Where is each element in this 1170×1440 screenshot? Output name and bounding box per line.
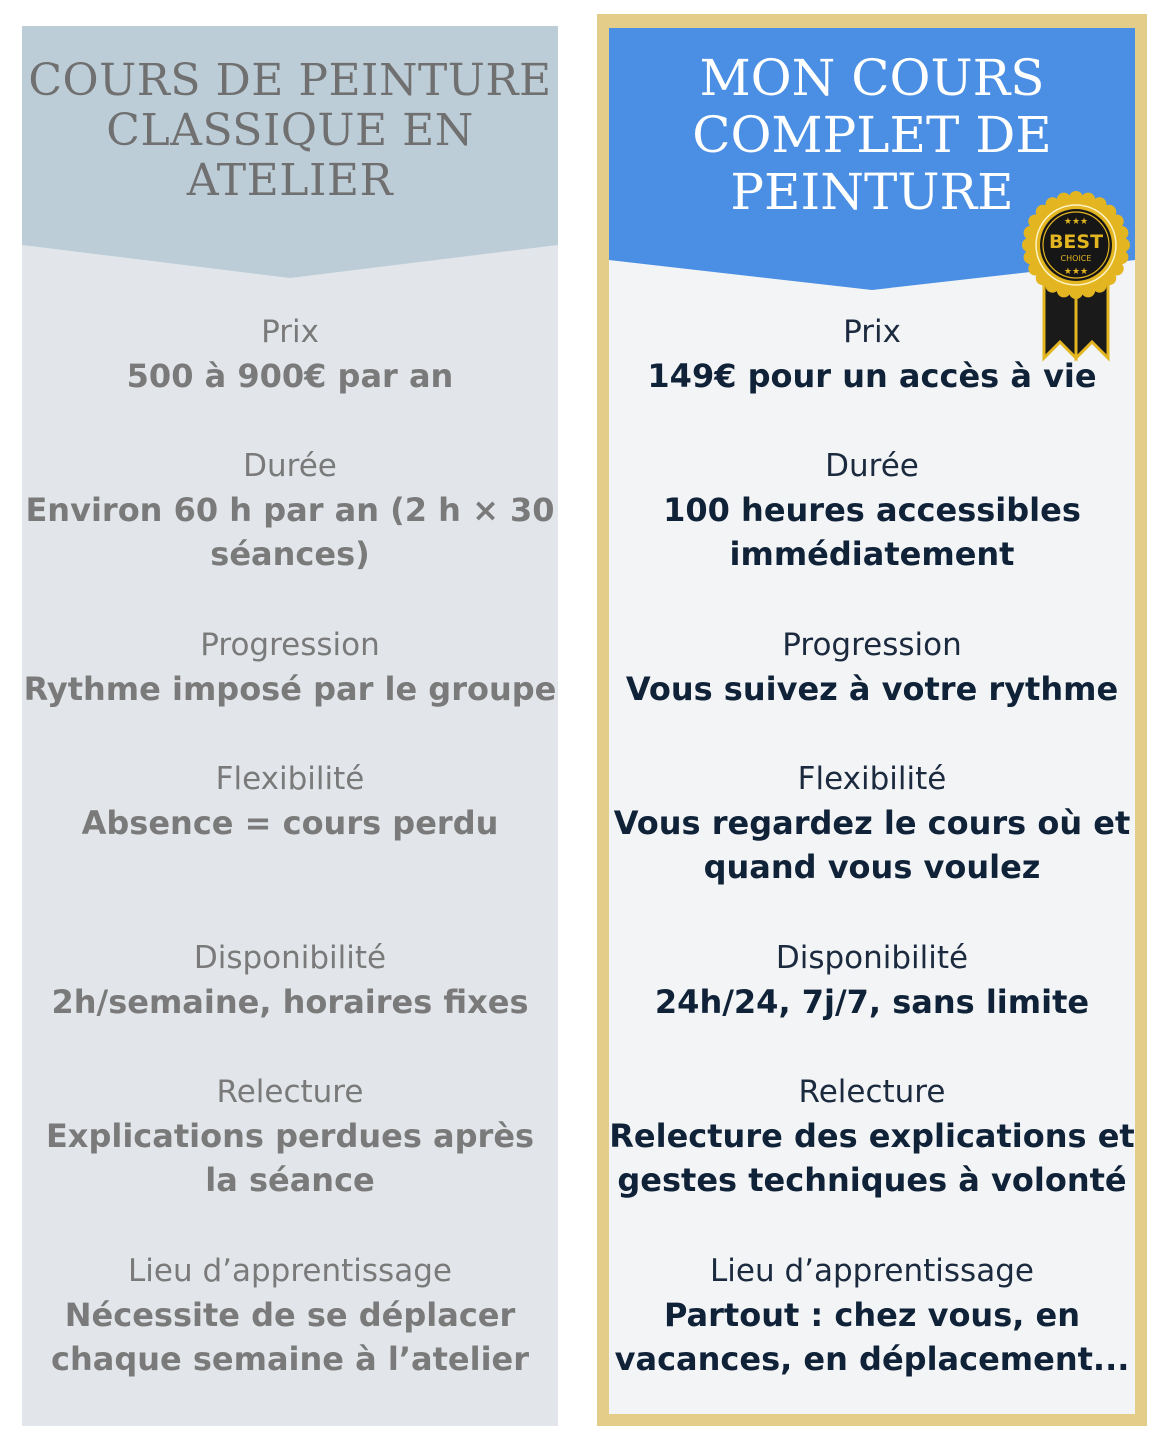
- row-value: Rythme imposé par le groupe: [23, 670, 557, 708]
- row-label: Relecture: [798, 1074, 946, 1110]
- row-label: Durée: [243, 448, 337, 484]
- row-label: Lieu d’apprentissage: [128, 1253, 452, 1289]
- row-label: Flexibilité: [797, 761, 947, 797]
- row-value: 500 à 900€ par an: [126, 357, 454, 395]
- badge-bottom-stars: ★★★: [1063, 267, 1089, 277]
- row-label: Lieu d’apprentissage: [710, 1253, 1034, 1289]
- online-row-progression: [609, 623, 1135, 711]
- row-value: Nécessite de se déplacer chaque semaine à l’atelier: [50, 1296, 530, 1378]
- classic-row-availability: [22, 936, 558, 1024]
- online-course-title: MON COURS COMPLET DE PEINTURE: [692, 49, 1052, 221]
- row-label: Progression: [782, 627, 962, 663]
- badge-top-stars: ★★★: [1063, 217, 1089, 227]
- row-label: Disponibilité: [775, 940, 969, 976]
- row-value: 149€ pour un accès à vie: [647, 357, 1097, 395]
- best-choice-badge-icon: [1014, 190, 1138, 366]
- row-label: Flexibilité: [215, 761, 365, 797]
- row-value: Explications perdues après la séance: [45, 1117, 535, 1199]
- row-value: 2h/semaine, horaires fixes: [51, 983, 529, 1021]
- row-value: Vous suivez à votre rythme: [625, 670, 1119, 708]
- classic-course-header: [22, 26, 558, 278]
- row-label: Progression: [200, 627, 380, 663]
- classic-row-review: [22, 1070, 558, 1202]
- classic-row-location: [22, 1249, 558, 1381]
- row-label: Prix: [843, 314, 901, 350]
- badge-top-text: BEST: [1048, 231, 1104, 253]
- row-value: Absence = cours perdu: [81, 804, 499, 842]
- row-value: 24h/24, 7j/7, sans limite: [654, 983, 1090, 1021]
- row-value: 100 heures accessibles immédiatement: [663, 491, 1081, 573]
- row-label: Disponibilité: [193, 940, 387, 976]
- row-label: Durée: [825, 448, 919, 484]
- online-row-flexibility: [609, 757, 1135, 889]
- row-value: Partout : chez vous, en vacances, en déplacement...: [614, 1296, 1130, 1378]
- classic-row-price: [22, 310, 558, 398]
- row-value: Relecture des explications et gestes techniques à volonté: [609, 1117, 1135, 1199]
- badge-bottom-text: CHOICE: [1060, 254, 1092, 263]
- classic-row-duration: [22, 444, 558, 576]
- row-value: Vous regardez le cours où et quand vous voulez: [613, 804, 1131, 886]
- row-label: Relecture: [216, 1074, 364, 1110]
- online-row-location: [609, 1249, 1135, 1381]
- online-row-review: [609, 1070, 1135, 1202]
- online-row-duration: [609, 444, 1135, 576]
- row-value: Environ 60 h par an (2 h × 30 séances): [25, 491, 555, 573]
- classic-row-progression: [22, 623, 558, 711]
- classic-course-column: [22, 26, 558, 1426]
- classic-row-flexibility: [22, 757, 558, 845]
- online-row-availability: [609, 936, 1135, 1024]
- row-label: Prix: [261, 314, 319, 350]
- classic-course-title: COURS DE PEINTURE CLASSIQUE EN ATELIER: [28, 55, 552, 206]
